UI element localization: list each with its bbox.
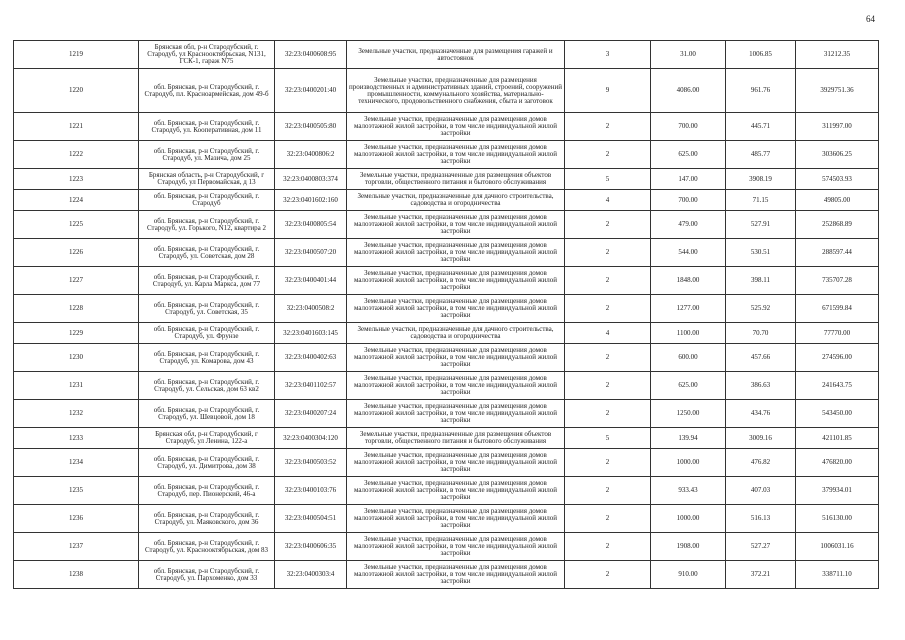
table-row (14, 449, 879, 477)
table-row (14, 372, 879, 400)
row-number: 1222 (14, 141, 139, 169)
table-row (14, 41, 879, 69)
group-cell: 3 (565, 41, 651, 69)
specific-value-cell: 527.91 (726, 211, 796, 239)
area-cell: 700.00 (651, 113, 726, 141)
group-cell: 2 (565, 113, 651, 141)
area-cell: 625.00 (651, 372, 726, 400)
cadastral-value-cell: 303606.25 (796, 141, 879, 169)
table-row (14, 190, 879, 211)
land-use-cell: Земельные участки, предназначенные для размещения домов малоэтажной жилой застройки, в том числе индивидуальной жилой застройки (347, 113, 565, 141)
row-number: 1237 (14, 533, 139, 561)
address-cell: обл. Брянская, р-н Стародубский, г. Стародуб, ул. Мазича, дом 25 (139, 141, 275, 169)
row-number: 1233 (14, 428, 139, 449)
address-cell: обл. Брянская, р-н Стародубский, г. Стародуб (139, 190, 275, 211)
cadastral-number-cell: 32:23:0400507:20 (275, 239, 347, 267)
area-cell: 625.00 (651, 141, 726, 169)
land-use-cell: Земельные участки, предназначенные для размещения домов малоэтажной жилой застройки, в том числе индивидуальной жилой застройки (347, 141, 565, 169)
cadastral-number-cell: 32:23:0400504:51 (275, 505, 347, 533)
page-number: 64 (866, 14, 875, 24)
area-cell: 1908.00 (651, 533, 726, 561)
cadastral-number-cell: 32:23:0400505:80 (275, 113, 347, 141)
address-cell: обл. Брянская, р-н Стародубский, г. Стародуб, ул. Сельская, дом 63 кв2 (139, 372, 275, 400)
cadastral-number-cell: 32:23:0400606:35 (275, 533, 347, 561)
cadastral-value-cell: 421101.85 (796, 428, 879, 449)
cadastral-value-cell: 274596.00 (796, 344, 879, 372)
specific-value-cell: 530.51 (726, 239, 796, 267)
cadastral-number-cell: 32:23:0401603:145 (275, 323, 347, 344)
table-row (14, 400, 879, 428)
row-number: 1224 (14, 190, 139, 211)
land-use-cell: Земельные участки, предназначенные для размещения домов малоэтажной жилой застройки, в том числе индивидуальной жилой застройки (347, 505, 565, 533)
row-number: 1229 (14, 323, 139, 344)
area-cell: 31.00 (651, 41, 726, 69)
cadastral-value-cell: 288597.44 (796, 239, 879, 267)
land-use-cell: Земельные участки, предназначенные для размещения домов малоэтажной жилой застройки, в том числе индивидуальной жилой застройки (347, 449, 565, 477)
specific-value-cell: 386.63 (726, 372, 796, 400)
cadastral-value-cell: 3929751.36 (796, 69, 879, 113)
address-cell: Брянская область, р-н Стародубский, г Стародуб, ул Первомайская, д 13 (139, 169, 275, 190)
land-use-cell: Земельные участки, предназначенные для дачного строительства, садоводства и огородничества (347, 323, 565, 344)
specific-value-cell: 1006.85 (726, 41, 796, 69)
specific-value-cell: 407.03 (726, 477, 796, 505)
land-use-cell: Земельные участки, предназначенные для размещения домов малоэтажной жилой застройки, в том числе индивидуальной жилой застройки (347, 211, 565, 239)
land-use-cell: Земельные участки, предназначенные для размещения объектов торговли, общественного питания и бытового обслуживания (347, 428, 565, 449)
address-cell: обл. Брянская, р-н Стародубский, г. Стародуб, ул. Краснооктябрьская, дом 83 (139, 533, 275, 561)
cadastral-number-cell: 32:23:0400201:40 (275, 69, 347, 113)
area-cell: 479.00 (651, 211, 726, 239)
area-cell: 1000.00 (651, 449, 726, 477)
cadastral-value-cell: 241643.75 (796, 372, 879, 400)
row-number: 1226 (14, 239, 139, 267)
row-number: 1228 (14, 295, 139, 323)
group-cell: 5 (565, 169, 651, 190)
area-cell: 544.00 (651, 239, 726, 267)
address-cell: Брянская обл, р-н Стародубский, г. Стародуб, ул Краснооктябрьская, N131, ГСК-1, гараж N75 (139, 41, 275, 69)
land-use-cell: Земельные участки, предназначенные для размещения производственных и административных зданий, строений, сооружений промышленности, коммунального хозяйства, материально-технического, продовольственного снабжения, сбыта и заготовок (347, 69, 565, 113)
address-cell: обл. Брянская, р-н Стародубский, г. Стародуб, ул. Горького, N12, квартира 2 (139, 211, 275, 239)
row-number: 1223 (14, 169, 139, 190)
group-cell: 2 (565, 344, 651, 372)
group-cell: 2 (565, 533, 651, 561)
table-row (14, 267, 879, 295)
group-cell: 2 (565, 561, 651, 589)
land-use-cell: Земельные участки, предназначенные для размещения домов малоэтажной жилой застройки, в том числе индивидуальной жилой застройки (347, 344, 565, 372)
specific-value-cell: 476.82 (726, 449, 796, 477)
table-row (14, 344, 879, 372)
cadastral-value-cell: 574503.93 (796, 169, 879, 190)
cadastral-number-cell: 32:23:0401102:57 (275, 372, 347, 400)
cadastral-value-cell: 735707.28 (796, 267, 879, 295)
specific-value-cell: 527.27 (726, 533, 796, 561)
address-cell: обл. Брянская, р-н Стародубский, г. Стародуб, ул. Комарова, дом 43 (139, 344, 275, 372)
area-cell: 700.00 (651, 190, 726, 211)
cadastral-value-cell: 31212.35 (796, 41, 879, 69)
area-cell: 4086.00 (651, 69, 726, 113)
specific-value-cell: 525.92 (726, 295, 796, 323)
address-cell: обл. Брянская, р-н Стародубский, г. Стародуб, ул. Димитрова, дом 38 (139, 449, 275, 477)
area-cell: 139.94 (651, 428, 726, 449)
cadastral-number-cell: 32:23:0400806:2 (275, 141, 347, 169)
cadastral-number-cell: 32:23:0400401:44 (275, 267, 347, 295)
specific-value-cell: 372.21 (726, 561, 796, 589)
row-number: 1230 (14, 344, 139, 372)
table-row (14, 239, 879, 267)
cadastral-number-cell: 32:23:0400508:2 (275, 295, 347, 323)
land-use-cell: Земельные участки, предназначенные для размещения домов малоэтажной жилой застройки, в том числе индивидуальной жилой застройки (347, 372, 565, 400)
group-cell: 4 (565, 323, 651, 344)
land-use-cell: Земельные участки, предназначенные для дачного строительства, садоводства и огородничества (347, 190, 565, 211)
cadastral-number-cell: 32:23:0400503:52 (275, 449, 347, 477)
cadastral-value-cell: 543450.00 (796, 400, 879, 428)
area-cell: 933.43 (651, 477, 726, 505)
cadastral-number-cell: 32:23:0401602:160 (275, 190, 347, 211)
cadastral-number-cell: 32:23:0400303:4 (275, 561, 347, 589)
table-row (14, 295, 879, 323)
group-cell: 2 (565, 372, 651, 400)
specific-value-cell: 398.11 (726, 267, 796, 295)
area-cell: 1100.00 (651, 323, 726, 344)
cadastral-number-cell: 32:23:0400608:95 (275, 41, 347, 69)
address-cell: обл. Брянская, р-н Стародубский, г. Стародуб, ул. Маяковского, дом 36 (139, 505, 275, 533)
land-use-cell: Земельные участки, предназначенные для размещения домов малоэтажной жилой застройки, в том числе индивидуальной жилой застройки (347, 267, 565, 295)
row-number: 1231 (14, 372, 139, 400)
row-number: 1234 (14, 449, 139, 477)
land-use-cell: Земельные участки, предназначенные для размещения домов малоэтажной жилой застройки, в том числе индивидуальной жилой застройки (347, 533, 565, 561)
address-cell: Брянская обл, р-н Стародубский, г Стародуб, ул Ленина, 122-а (139, 428, 275, 449)
specific-value-cell: 70.70 (726, 323, 796, 344)
area-cell: 600.00 (651, 344, 726, 372)
cadastral-value-cell: 311997.00 (796, 113, 879, 141)
address-cell: обл. Брянская, р-н Стародубский, г. Стародуб, ул. Советская, дом 28 (139, 239, 275, 267)
table-row (14, 561, 879, 589)
address-cell: обл. Брянская, р-н Стародубский, г. Стародуб, ул. Карла Маркса, дом 77 (139, 267, 275, 295)
group-cell: 2 (565, 449, 651, 477)
land-use-cell: Земельные участки, предназначенные для размещения домов малоэтажной жилой застройки, в том числе индивидуальной жилой застройки (347, 561, 565, 589)
area-cell: 910.00 (651, 561, 726, 589)
specific-value-cell: 3908.19 (726, 169, 796, 190)
table-row (14, 505, 879, 533)
cadastral-value-cell: 252868.89 (796, 211, 879, 239)
land-use-cell: Земельные участки, предназначенные для размещения домов малоэтажной жилой застройки, в том числе индивидуальной жилой застройки (347, 295, 565, 323)
specific-value-cell: 485.77 (726, 141, 796, 169)
cadastral-value-cell: 379934.01 (796, 477, 879, 505)
land-use-cell: Земельные участки, предназначенные для размещения домов малоэтажной жилой застройки, в том числе индивидуальной жилой застройки (347, 239, 565, 267)
table-row (14, 533, 879, 561)
cadastral-number-cell: 32:23:0400103:76 (275, 477, 347, 505)
cadastral-number-cell: 32:23:0400207:24 (275, 400, 347, 428)
land-use-cell: Земельные участки, предназначенные для размещения объектов торговли, общественного питания и бытового обслуживания (347, 169, 565, 190)
area-cell: 1277.00 (651, 295, 726, 323)
specific-value-cell: 71.15 (726, 190, 796, 211)
row-number: 1232 (14, 400, 139, 428)
group-cell: 2 (565, 505, 651, 533)
specific-value-cell: 445.71 (726, 113, 796, 141)
group-cell: 5 (565, 428, 651, 449)
table-row (14, 323, 879, 344)
address-cell: обл. Брянская, р-н Стародубский, г. Стародуб, пер. Пионерский, 46-а (139, 477, 275, 505)
land-use-cell: Земельные участки, предназначенные для размещения домов малоэтажной жилой застройки, в том числе индивидуальной жилой застройки (347, 400, 565, 428)
address-cell: обл. Брянская, р-н Стародубский, г. Стародуб, ул. Пархоменко, дом 33 (139, 561, 275, 589)
area-cell: 147.00 (651, 169, 726, 190)
row-number: 1221 (14, 113, 139, 141)
table-row (14, 169, 879, 190)
group-cell: 2 (565, 295, 651, 323)
specific-value-cell: 3009.16 (726, 428, 796, 449)
row-number: 1219 (14, 41, 139, 69)
specific-value-cell: 434.76 (726, 400, 796, 428)
land-use-cell: Земельные участки, предназначенные для размещения гаражей и автостоянок (347, 41, 565, 69)
table-row (14, 69, 879, 113)
area-cell: 1250.00 (651, 400, 726, 428)
table-row (14, 211, 879, 239)
land-use-cell: Земельные участки, предназначенные для размещения домов малоэтажной жилой застройки, в том числе индивидуальной жилой застройки (347, 477, 565, 505)
cadastral-value-cell: 671599.84 (796, 295, 879, 323)
cadastral-number-cell: 32:23:0400803:374 (275, 169, 347, 190)
row-number: 1236 (14, 505, 139, 533)
address-cell: обл. Брянская, р-н Стародубский, г. Стародуб, ул. Шевцовой, дом 18 (139, 400, 275, 428)
table-row (14, 141, 879, 169)
row-number: 1225 (14, 211, 139, 239)
cadastral-value-cell: 476820.00 (796, 449, 879, 477)
row-number: 1235 (14, 477, 139, 505)
group-cell: 2 (565, 211, 651, 239)
area-cell: 1000.00 (651, 505, 726, 533)
address-cell: обл. Брянская, р-н Стародубский, г. Стародуб, ул. Кооперативная, дом 11 (139, 113, 275, 141)
specific-value-cell: 516.13 (726, 505, 796, 533)
address-cell: обл. Брянская, р-н Стародубский, г. Стародуб, ул. Фрунзе (139, 323, 275, 344)
cadastral-value-cell: 1006031.16 (796, 533, 879, 561)
cadastral-value-table (13, 40, 879, 589)
row-number: 1227 (14, 267, 139, 295)
cadastral-value-cell: 516130.00 (796, 505, 879, 533)
address-cell: обл. Брянская, р-н Стародубский, г. Стародуб, ул. Советская, 35 (139, 295, 275, 323)
group-cell: 2 (565, 239, 651, 267)
table-row (14, 428, 879, 449)
row-number: 1238 (14, 561, 139, 589)
specific-value-cell: 457.66 (726, 344, 796, 372)
cadastral-value-cell: 49805.00 (796, 190, 879, 211)
specific-value-cell: 961.76 (726, 69, 796, 113)
table-row (14, 113, 879, 141)
group-cell: 2 (565, 141, 651, 169)
cadastral-number-cell: 32:23:0400304:120 (275, 428, 347, 449)
area-cell: 1848.00 (651, 267, 726, 295)
cadastral-number-cell: 32:23:0400805:54 (275, 211, 347, 239)
cadastral-value-cell: 338711.10 (796, 561, 879, 589)
address-cell: обл. Брянская, р-н Стародубский, г. Стародуб, пл. Красноармейская, дом 49-б (139, 69, 275, 113)
row-number: 1220 (14, 69, 139, 113)
group-cell: 2 (565, 400, 651, 428)
group-cell: 9 (565, 69, 651, 113)
group-cell: 2 (565, 267, 651, 295)
table-row (14, 477, 879, 505)
cadastral-number-cell: 32:23:0400402:63 (275, 344, 347, 372)
group-cell: 4 (565, 190, 651, 211)
group-cell: 2 (565, 477, 651, 505)
cadastral-value-cell: 77770.00 (796, 323, 879, 344)
